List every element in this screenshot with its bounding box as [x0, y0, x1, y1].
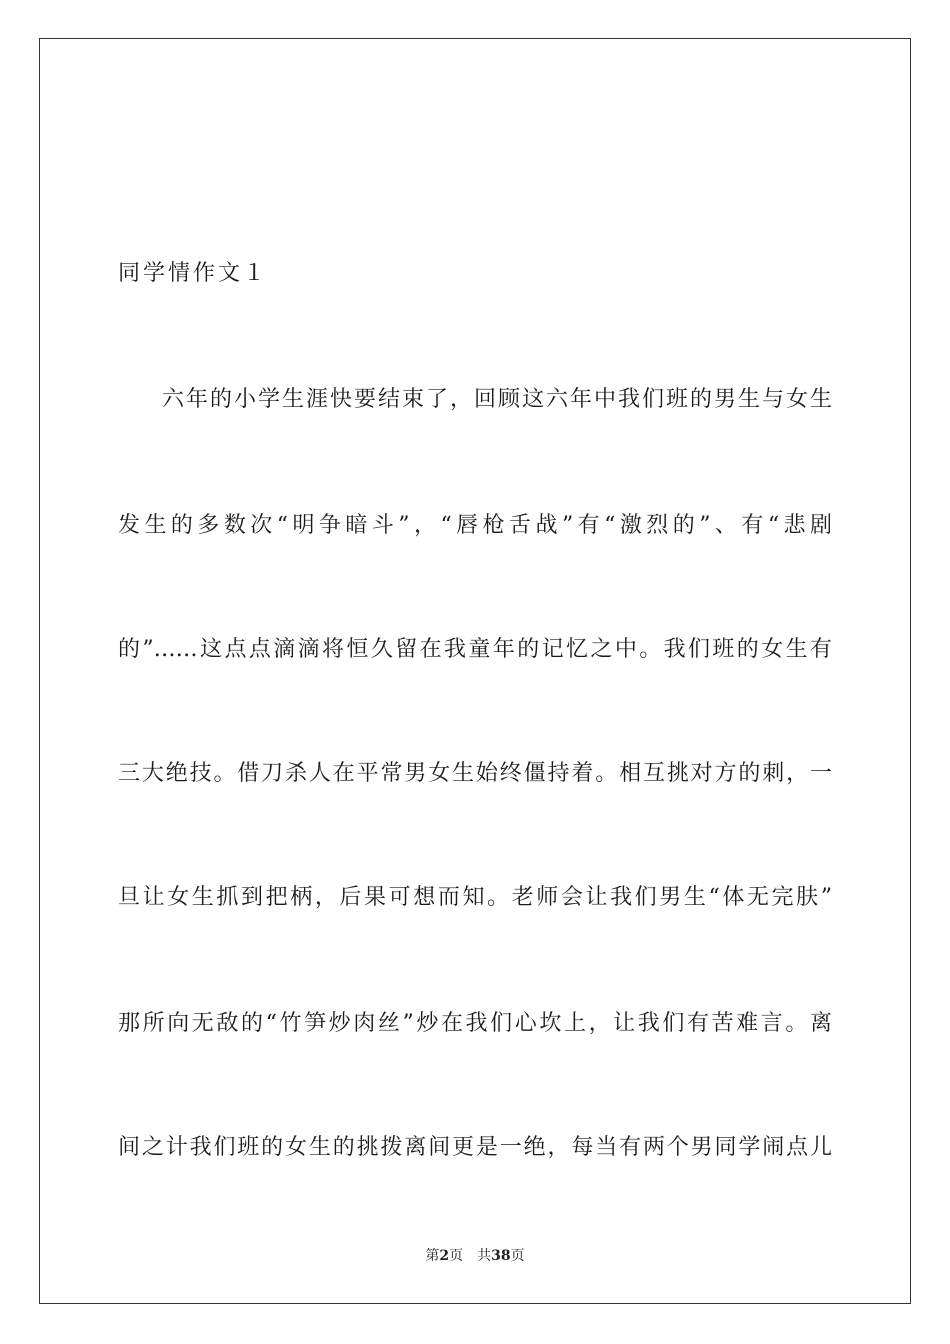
footer-total-suffix: 页: [510, 1248, 525, 1264]
paragraph-line-6: 那所向无敌的“竹笋炒肉丝”炒在我们心坎上，让我们有苦难言。离: [118, 1011, 832, 1036]
footer-total-prefix: 共: [477, 1248, 492, 1264]
footer-page-prefix: 第: [425, 1248, 440, 1264]
footer-page-suffix: 页: [449, 1248, 464, 1264]
paragraph-line-4: 三大绝技。借刀杀人在平常男女生始终僵持着。相互挑对方的刺，一: [118, 761, 832, 786]
document-title: 同学情作文１: [118, 261, 269, 286]
paragraph-line-5: 旦让女生抓到把柄，后果可想而知。老师会让我们男生“体无完肤”: [118, 885, 832, 910]
page-border: [39, 38, 911, 1304]
paragraph-line-1: 六年的小学生涯快要结束了，回顾这六年中我们班的男生与女生: [162, 387, 832, 412]
footer-page-number: 2: [439, 1248, 450, 1264]
paragraph-line-7: 间之计我们班的女生的挑拨离间更是一绝，每当有两个男同学闹点儿: [118, 1135, 832, 1160]
page-footer: [0, 1246, 950, 1266]
paragraph-line-2: 发生的多数次“明争暗斗”，“唇枪舌战”有“激烈的”、有“悲剧: [118, 513, 832, 538]
paragraph-line-3: 的”……这点点滴滴将恒久留在我童年的记忆之中。我们班的女生有: [118, 637, 832, 662]
footer-total-number: 38: [491, 1248, 511, 1264]
